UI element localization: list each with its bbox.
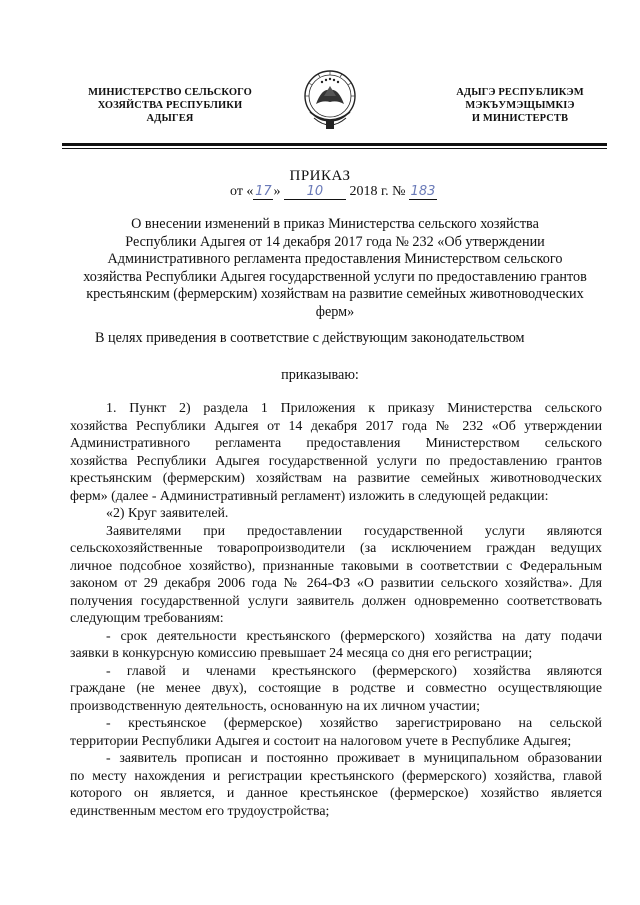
order-day-handwritten: 17 — [255, 184, 272, 199]
body-line: - заявитель прописан и постоянно проживает в муниципальном образовании — [106, 751, 602, 766]
subject-line: крестьянским (фермерским) хозяйствам на развитие семейных животноводческих — [86, 286, 584, 302]
body-line: территории Республики Адыгея и состоит на налоговом учете в Республике Адыгея; — [70, 733, 572, 749]
order-body-text — [70, 400, 602, 820]
header-left-line: ХОЗЯЙСТВА РЕСПУБЛИКИ — [97, 100, 243, 111]
body-line: - главой и членами крестьянского (фермерского) хозяйства являются — [106, 663, 602, 679]
body-line: ферм» (далее - Административный регламент) изложить в следующей редакции: — [70, 488, 549, 504]
body-line: - крестьянское (фермерское) хозяйство зарегистрировано на сельской — [106, 716, 602, 731]
order-year: 2018 г. — [349, 184, 389, 199]
subject-line: Административного регламента предоставления Министерством сельского — [107, 251, 563, 267]
body-line: Административного регламента предоставления Министерством сельского — [70, 436, 602, 451]
header-right-line: АДЫГЭ РЕСПУБЛИКЭМ — [456, 87, 584, 98]
body-line: крестьянским (фермерским) хозяйствам на развитие семейных животноводческих — [70, 471, 602, 486]
body-line: Заявителями при предоставлении государственной услуги являются — [106, 523, 602, 539]
subject-line: О внесении изменений в приказ Министерства сельского хозяйства — [131, 216, 539, 232]
header-right-line: МЭКЪУМЭЩЫМКIЭ — [465, 100, 575, 111]
body-line: которого он является, и данное крестьянское (фермерское) хозяйство является — [70, 786, 602, 801]
body-line: - срок деятельности крестьянского (фермерского) хозяйства на дату подачи — [106, 628, 602, 644]
body-line: личное подсобное хозяйство), признанные таковыми в соответствии с Федеральным — [70, 558, 602, 574]
header-divider-thick — [62, 143, 607, 146]
order-subject — [70, 216, 600, 321]
order-date-prefix: от « — [230, 184, 254, 199]
order-directive-word: приказываю: — [281, 367, 359, 383]
body-line: единственным местом его трудоустройства; — [70, 803, 330, 819]
body-line: граждане (не менее двух), состоящие в родстве и совместно осуществляющие — [70, 681, 602, 696]
header-divider-thin — [62, 148, 607, 149]
document-title: ПРИКАЗ — [289, 168, 351, 184]
body-line: сельскохозяйственные товаропроизводители (за исключением граждан ведущих — [70, 541, 602, 556]
subject-line: хозяйства Республики Адыгея государственной услуги по предоставлению грантов — [83, 268, 587, 285]
body-line: производственную деятельность, основанную на их личном участии; — [70, 698, 480, 714]
header-right-line: И МИНИСТЕРСТВ — [471, 113, 569, 124]
body-line: «2) Круг заявителей. — [106, 506, 229, 521]
coat-of-arms-emblem-icon — [302, 66, 358, 136]
header-right-ministry-name — [440, 86, 600, 125]
body-line: хозяйства Республики Адыгея от 14 декабря 2017 года № 232 «Об утверждении — [70, 418, 602, 434]
body-line: 1. Пункт 2) раздела 1 Приложения к приказу Министерства сельского — [106, 401, 602, 416]
body-line: хозяйства Республики Адыгея государственной услуги по предоставлению грантов — [70, 453, 602, 469]
preamble-text: В целях приведения в соответствие с действующим законодательством — [95, 330, 525, 346]
body-line: получения государственной услуги заявитель должен одновременно соответствовать — [70, 593, 602, 609]
body-line: заявки в конкурсную комиссию превышает 24 месяца со дня его регистрации; — [70, 646, 533, 661]
order-date-mid: » — [273, 184, 281, 199]
subject-line: ферм» — [315, 303, 355, 320]
order-date-number — [230, 184, 530, 200]
order-number-handwritten: 183 — [410, 184, 436, 199]
subject-line: Республики Адыгея от 14 декабря 2017 года № 232 «Об утверждении — [125, 233, 545, 250]
body-line: по месту нахождения и регистрации крестьянского (фермерского) хозяйства, главой — [70, 768, 602, 784]
order-number-label: № — [392, 184, 406, 199]
header-left-line: МИНИСТЕРСТВО СЕЛЬСКОГО — [88, 87, 252, 98]
body-line: законом от 29 декабря 2006 года № 264-ФЗ «О развитии сельского хозяйства». Для — [70, 576, 602, 591]
order-month-handwritten: 10 — [284, 185, 346, 200]
header-left-line: АДЫГЕЯ — [146, 113, 194, 124]
header-left-ministry-name — [75, 86, 265, 125]
body-line: следующим требованиям: — [70, 611, 224, 626]
